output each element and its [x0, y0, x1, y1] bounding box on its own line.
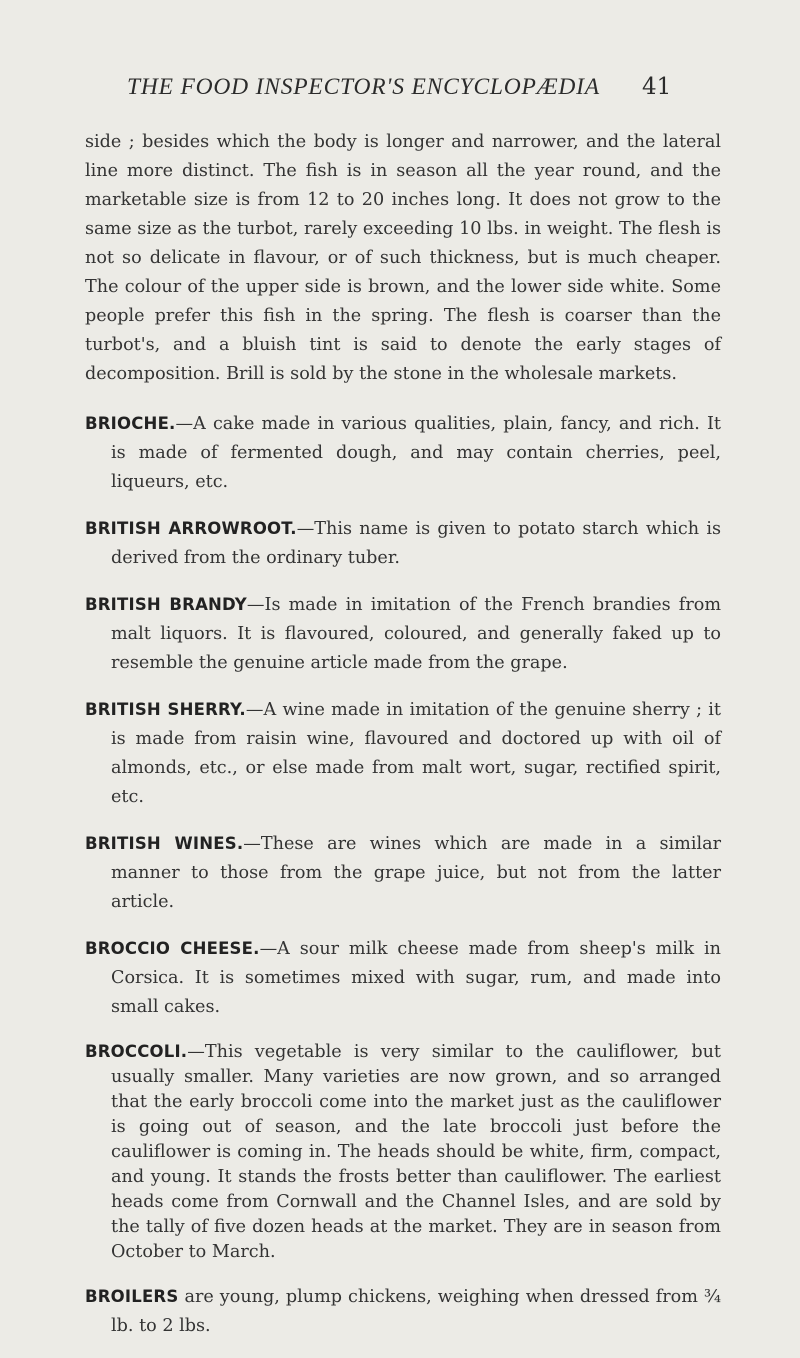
entry-headword: BROILERS	[85, 1287, 179, 1306]
entry-headword: BROCCIO CHEESE.	[85, 939, 260, 958]
page-body	[85, 128, 721, 1358]
entry-definition: —This name is given to potato starch which is derived from the ordinary tuber.	[111, 519, 721, 568]
entry-british-arrowroot	[85, 514, 721, 573]
entry-broccio-cheese	[85, 934, 721, 1022]
entry-definition: —This vegetable is very similar to the cauliflower, but usually smaller. Many varieties are now grown, and so arranged that the early broccoli come into the market just as the cauliflower is going out of season, and the late broccoli just before the cauliflower is coming in. The heads should be white, firm, compact, and young. It stands the frosts better than cauliflower. The earliest heads come from Cornwall and the Channel Isles, and are sold by the tally of five dozen heads at the market. They are in season from October to March.	[111, 1042, 721, 1262]
entry-british-wines	[85, 829, 721, 917]
entry-headword: BRITISH SHERRY.	[85, 700, 246, 719]
entry-british-sherry	[85, 695, 721, 812]
entry-definition: —These are wines which are made in a similar manner to those from the grape juice, but not from the latter article.	[111, 834, 721, 912]
entry-headword: BRIOCHE.	[85, 414, 176, 433]
entry-headword: BRITISH ARROWROOT.	[85, 519, 297, 538]
page-number: 41	[642, 74, 672, 100]
entry-definition: —A wine made in imitation of the genuine sherry ; it is made from raisin wine, flavoured and doctored up with oil of almonds, etc., or else made from malt wort, sugar, rectified spirit, etc.	[111, 700, 721, 807]
entry-headword: BROCCOLI.	[85, 1042, 188, 1061]
entry-definition: are young, plump chickens, weighing when dressed from ¾ lb. to 2 lbs.	[111, 1287, 721, 1336]
entry-broilers	[85, 1282, 721, 1341]
entry-brioche	[85, 409, 721, 497]
entry-definition: —A sour milk cheese made from sheep's milk in Corsica. It is sometimes mixed with sugar, rum, and made into small cakes.	[111, 939, 721, 1017]
entry-broccoli	[85, 1039, 721, 1265]
entry-headword: BRITISH WINES.	[85, 834, 244, 853]
entry-headword: BRITISH BRANDY	[85, 595, 247, 614]
entry-british-brandy	[85, 590, 721, 678]
entry-definition: —A cake made in various qualities, plain, fancy, and rich. It is made of fermented dough, and may contain cherries, peel, liqueurs, etc.	[111, 414, 721, 492]
page-header	[0, 74, 800, 114]
running-title: THE FOOD INSPECTOR'S ENCYCLOPÆDIA	[127, 74, 600, 100]
entry-definition: —Is made in imitation of the French brandies from malt liquors. It is flavoured, coloured, and generally faked up to resemble the genuine article made from the grape.	[111, 595, 721, 673]
continued-paragraph: side ; besides which the body is longer and narrower, and the lateral line more distinct. The fish is in season all the year round, and the marketable size is from 12 to 20 inches long. It does not grow to the same size as the turbot, rarely exceeding 10 lbs. in weight. The flesh is not so delicate in flavour, or of such thickness, but is much cheaper. The colour of the upper side is brown, and the lower side white. Some people prefer this fish in the spring. The flesh is coarser than the turbot's, and a bluish tint is said to denote the early stages of decomposition. Brill is sold by the stone in the wholesale markets.	[85, 132, 721, 384]
